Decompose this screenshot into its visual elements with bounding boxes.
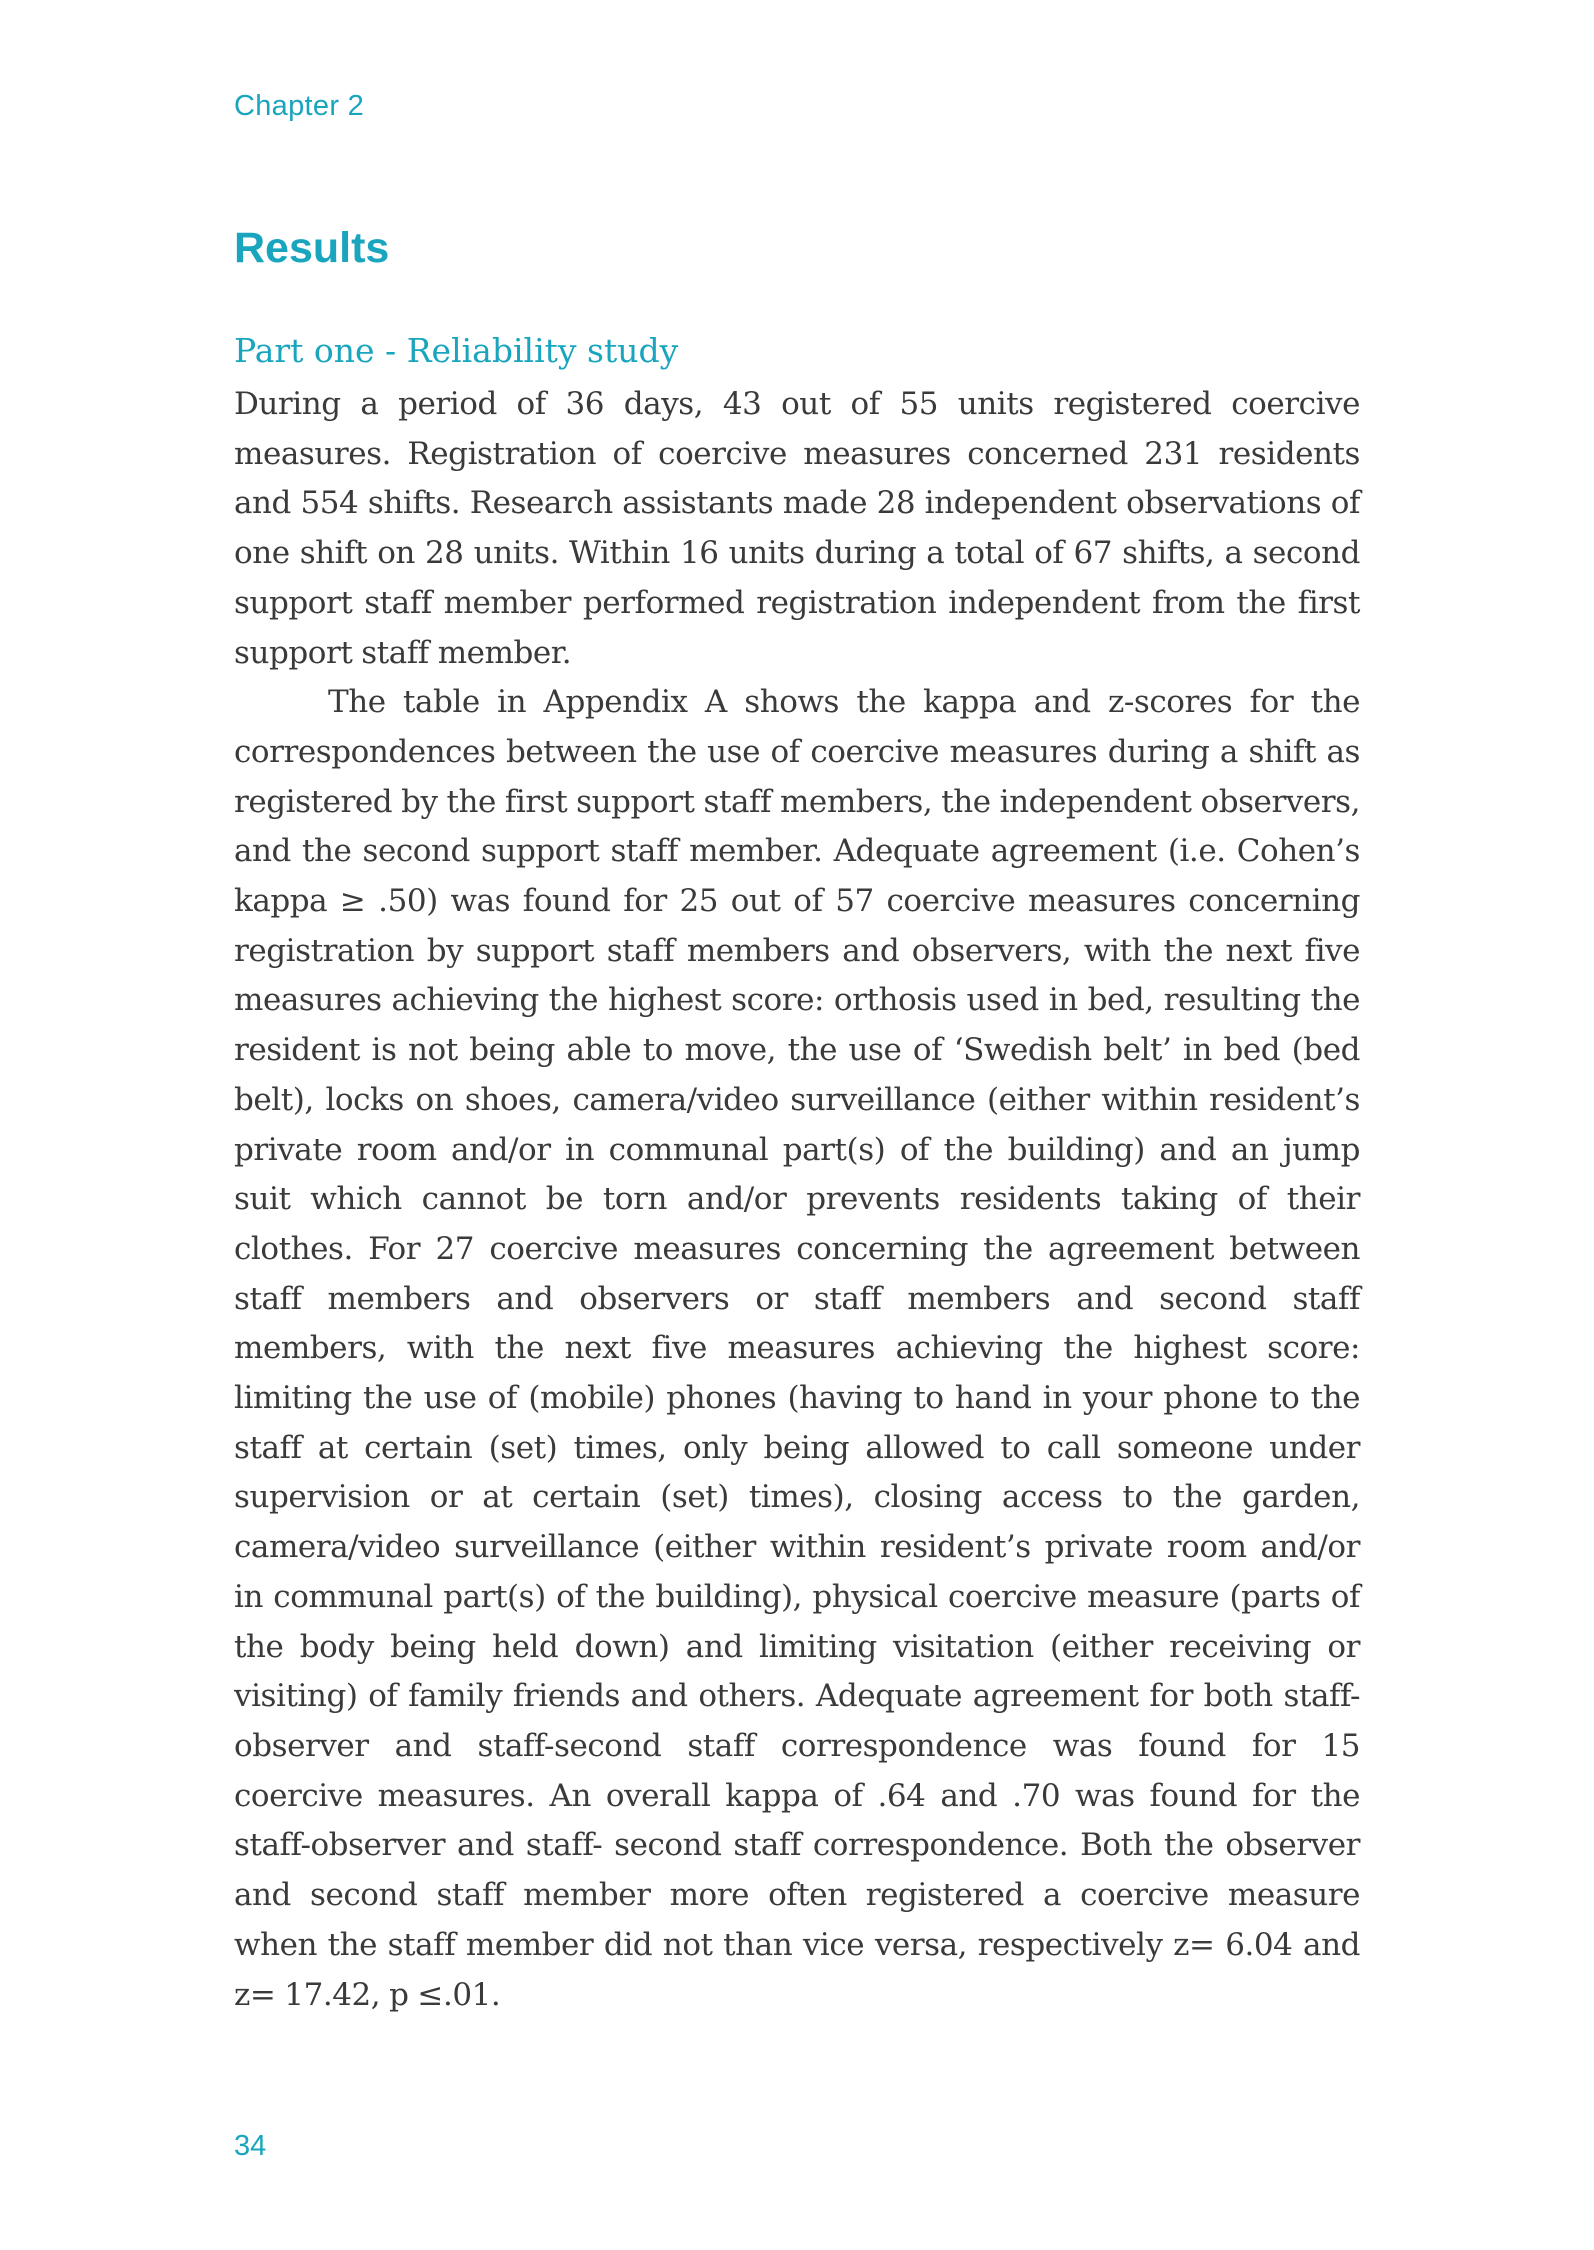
body-text <box>234 380 1360 2020</box>
section-title: Results <box>234 224 390 272</box>
paragraph: During a period of 36 days, 43 out of 55 units registered coercive measures. Registration of coercive measures concerned 231 residents and 554 shifts. Research assistants made 28 independent observations of one shift on 28 units. Within 16 units during a total of 67 shifts, a second support staff member performed registration independent from the first support staff member. <box>234 386 1360 671</box>
paragraph: The table in Appendix A shows the kappa and z-scores for the correspondences between the use of coercive measures during a shift as registered by the first support staff members, the independent observers, and the second support staff member. Adequate agreement (i.e. Cohen’s kappa ≥ .50) was found for 25 out of 57 coercive measures concerning registration by support staff members and observers, with the next five measures achieving the highest score: orthosis used in bed, resulting the resident is not being able to move, the use of ‘Swedish belt’ in bed (bed belt), locks on shoes, camera/video surveillance (either within resident’s private room and/or in communal part(s) of the building) and an jump suit which cannot be torn and/or prevents residents taking of their clothes. For 27 coercive measures concerning the agreement between staff members and observers or staff members and second staff members, with the next five measures achieving the highest score: limiting the use of (mobile) phones (having to hand in your phone to the staff at certain (set) times, only being allowed to call someone under supervision or at certain (set) times), closing access to the garden, camera/video surveillance (either within resident’s private room and/or in communal part(s) of the building), physical coercive measure (parts of the body being held down) and limiting visitation (either receiving or visiting) of family friends and others. Adequate agreement for both staff-observer and staff-second staff correspondence was found for 15 coercive measures. An overall kappa of .64 and .70 was found for the staff-observer and staff- second staff correspondence. Both the observer and second staff member more often registered a coercive measure when the staff member did not than vice versa, respectively z= 6.04 and z= 17.42, p ≤.01. <box>234 684 1360 2013</box>
running-header-chapter: Chapter 2 <box>234 90 365 122</box>
page-number: 34 <box>234 2130 267 2162</box>
subsection-title: Part one - Reliability study <box>234 331 679 370</box>
